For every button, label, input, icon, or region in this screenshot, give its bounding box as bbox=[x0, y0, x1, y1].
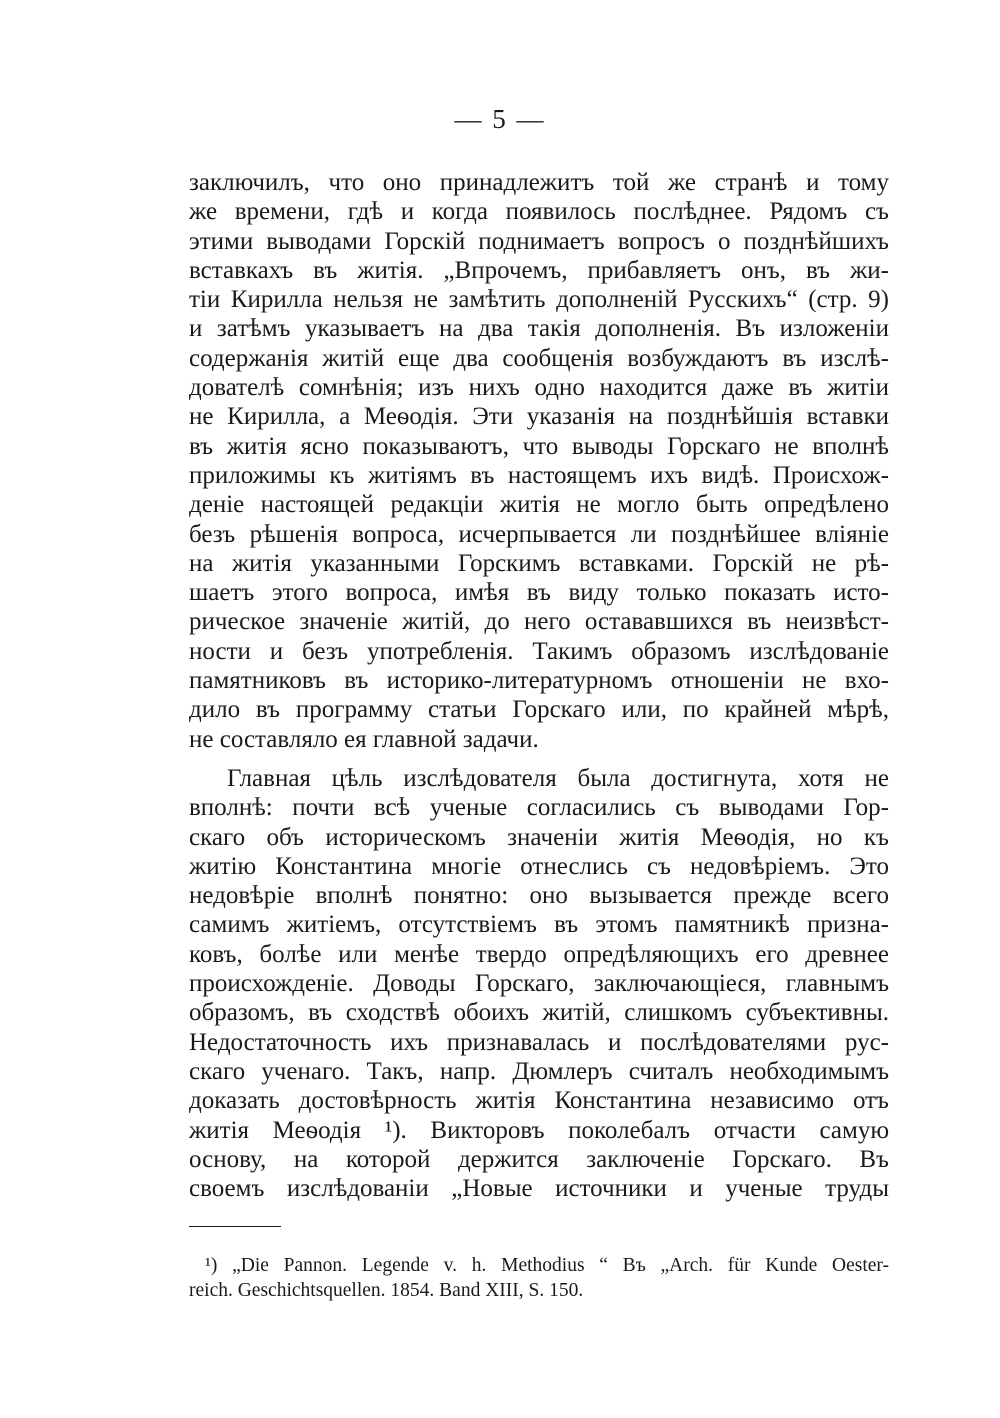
text-line: на житія указанными Горскимъ вставками. Горскій не рѣ- bbox=[189, 549, 889, 577]
paragraph-2 bbox=[189, 764, 889, 1203]
text-line: житію Константина многіе отнеслись съ недовѣріемъ. Это bbox=[189, 852, 889, 880]
text-line: недовѣріе вполнѣ понятно: оно вызывается прежде всего bbox=[189, 882, 889, 910]
text-line: тіи Кирилла нельзя не замѣтить дополненій Русскихъ“ (стр. 9) bbox=[189, 286, 889, 314]
text-line: не составляло ея главной задачи. bbox=[189, 725, 539, 753]
text-line: шаетъ этого вопроса, имѣя въ виду только показать исто- bbox=[189, 579, 889, 607]
text-line: въ житія ясно показываютъ, что выводы Горскаго не вполнѣ bbox=[189, 432, 889, 460]
text-line: дило въ программу статьи Горскаго или, по крайней мѣрѣ, bbox=[189, 696, 889, 724]
text-line: образомъ, въ сходствѣ обоихъ житій, слишкомъ субъективны. bbox=[189, 999, 889, 1027]
text-line: памятниковъ въ историко-литературномъ отношеніи не вхо- bbox=[189, 667, 889, 695]
text-line: своемъ изслѣдованіи „Новые источники и ученые труды bbox=[189, 1175, 889, 1203]
footnote-line: reich. Geschichtsquellen. 1854. Band XIII, S. 150. bbox=[189, 1280, 584, 1301]
text-line: житія Меѳодія ¹). Викторовъ поколебалъ отчасти самую bbox=[189, 1116, 889, 1144]
paragraph-1 bbox=[189, 168, 889, 754]
text-line: вполнѣ: почти всѣ ученые согласились съ выводами Гор- bbox=[189, 794, 889, 822]
text-line: скаго ученаго. Такъ, напр. Дюмлеръ считалъ необходимымъ bbox=[189, 1057, 889, 1085]
text-line: безъ рѣшенія вопроса, исчерпывается ли позднѣйшее вліяніе bbox=[189, 520, 889, 548]
text-line: доказать достовѣрность житія Константина независимо отъ bbox=[189, 1087, 889, 1115]
footnote-divider bbox=[189, 1226, 281, 1227]
text-line: этими выводами Горскій поднимаетъ вопросъ о позднѣйшихъ bbox=[189, 227, 889, 255]
text-line: самимъ житіемъ, отсутствіемъ въ этомъ памятникѣ призна- bbox=[189, 911, 889, 939]
footnote-line: ¹) „Die Pannon. Legende v. h. Methodius “ Въ „Arch. für Kunde Oester- bbox=[205, 1255, 889, 1276]
text-line: вставкахъ въ житія. „Впрочемъ, прибавляетъ онъ, въ жи- bbox=[189, 256, 889, 284]
text-line: ковъ, болѣе или менѣе твердо опредѣляющихъ его древнее bbox=[189, 940, 889, 968]
text-line: скаго объ историческомъ значеніи житія Меѳодія, но къ bbox=[189, 823, 889, 851]
text-line: содержанія житій еще два сообщенія возбуждаютъ въ изслѣ- bbox=[189, 344, 889, 372]
text-line: Недостаточность ихъ признавалась и послѣдователями рус- bbox=[189, 1028, 889, 1056]
text-line: же времени, гдѣ и когда появилось послѣднее. Рядомъ съ bbox=[189, 198, 889, 226]
page-number: — 5 — bbox=[454, 104, 546, 134]
text-line: приложимы къ житіямъ въ настоящемъ ихъ видѣ. Происхож- bbox=[189, 461, 889, 489]
text-line: рическое значеніе житій, до него остававшихся въ неизвѣст- bbox=[189, 608, 889, 636]
text-line: Главная цѣль изслѣдователя была достигнута, хотя не bbox=[227, 765, 889, 792]
text-line: и затѣмъ указываетъ на два такія дополненія. Въ изложеніи bbox=[189, 315, 889, 343]
text-line: ности и безъ употребленія. Такимъ образомъ изслѣдованіе bbox=[189, 637, 889, 665]
text-line: происхожденіе. Доводы Горскаго, заключающіеся, главнымъ bbox=[189, 970, 889, 998]
footnote-1 bbox=[189, 1253, 889, 1303]
text-line: основу, на которой держится заключеніе Горскаго. Въ bbox=[189, 1145, 889, 1173]
text-line: заключилъ, что оно принадлежитъ той же странѣ и тому bbox=[189, 169, 889, 196]
text-line: деніе настоящей редакціи житія не могло быть опредѣлено bbox=[189, 491, 889, 519]
text-line: не Кирилла, а Меѳодія. Эти указанія на позднѣйшія вставки bbox=[189, 403, 889, 431]
text-line: дователѣ сомнѣнія; изъ нихъ одно находится даже въ житіи bbox=[189, 374, 889, 402]
